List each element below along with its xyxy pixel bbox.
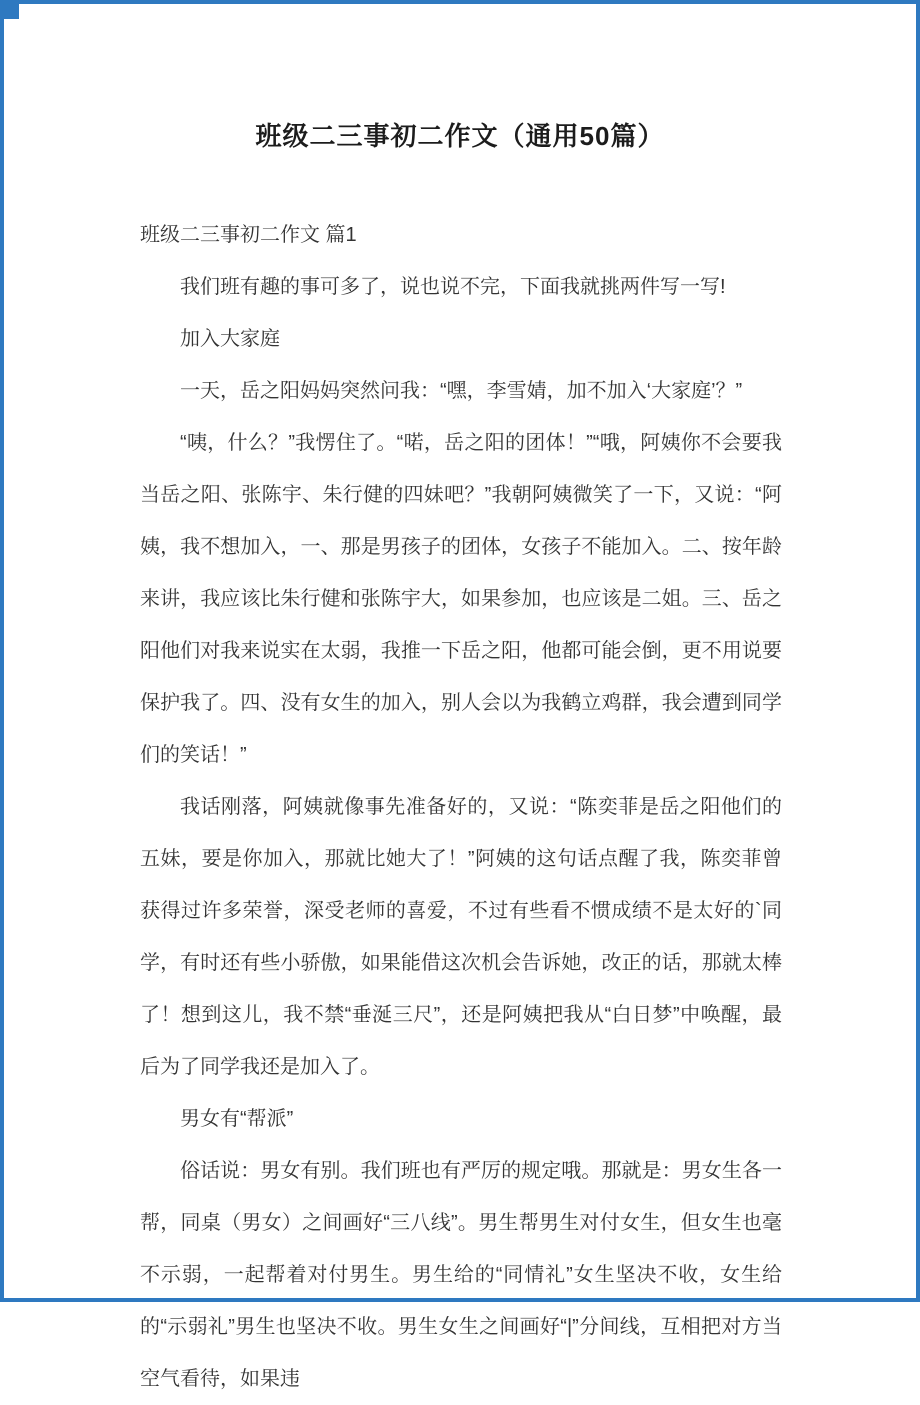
essay-paragraph-intro: 我们班有趣的事可多了，说也说不完，下面我就挑两件写一写! <box>180 276 726 298</box>
essay-subheading-join-family: 加入大家庭 <box>180 328 280 350</box>
essay-paragraph: 我话刚落，阿姨就像事先准备好的，又说：“陈奕菲是岳之阳他们的五妹，要是你加入，那就比她大了！”阿姨的这句话点醒了我，陈奕菲曾获得过许多荣誉，深受老师的喜爱，不过有些看不惯成绩不是太好的`同学，有时还有些小骄傲，如果能借这次机会告诉她，改正的话，那就太棒了！想到这儿，我不禁“垂涎三尺”，还是阿姨把我从“白日梦”中唤醒，最后为了同学我还是加入了。 <box>140 796 782 1078</box>
essay-subheading-factions: 男女有“帮派” <box>180 1108 294 1130</box>
page-border-corner <box>0 0 19 19</box>
essay-paragraph: 一天，岳之阳妈妈突然问我：“嘿，李雪婧，加不加入‘大家庭’？” <box>180 380 743 402</box>
document-body <box>140 209 782 1405</box>
essay-section-heading: 班级二三事初二作文 篇1 <box>140 224 357 246</box>
document-title: 班级二三事初二作文（通用50篇） <box>255 121 665 151</box>
essay-paragraph: 俗话说：男女有别。我们班也有严厉的规定哦。那就是：男女生各一帮，同桌（男女）之间画好“三八线”。男生帮男生对付女生，但女生也毫不示弱，一起帮着对付男生。男生给的“同情礼”女生坚决不收，女生给的“示弱礼”男生也坚决不收。男生女生之间画好“|”分间线，互相把对方当空气看待，如果违 <box>140 1160 782 1390</box>
essay-paragraph: “咦，什么？”我愣住了。“喏，岳之阳的团体！”“哦，阿姨你不会要我当岳之阳、张陈宇、朱行健的四妹吧？”我朝阿姨微笑了一下，又说：“阿姨，我不想加入，一、那是男孩子的团体，女孩子不能加入。二、按年龄来讲，我应该比朱行健和张陈宇大，如果参加，也应该是二姐。三、岳之阳他们对我来说实在太弱，我推一下岳之阳，他都可能会倒，更不用说要保护我了。四、没有女生的加入，别人会以为我鹤立鸡群，我会遭到同学们的笑话！” <box>140 432 782 766</box>
